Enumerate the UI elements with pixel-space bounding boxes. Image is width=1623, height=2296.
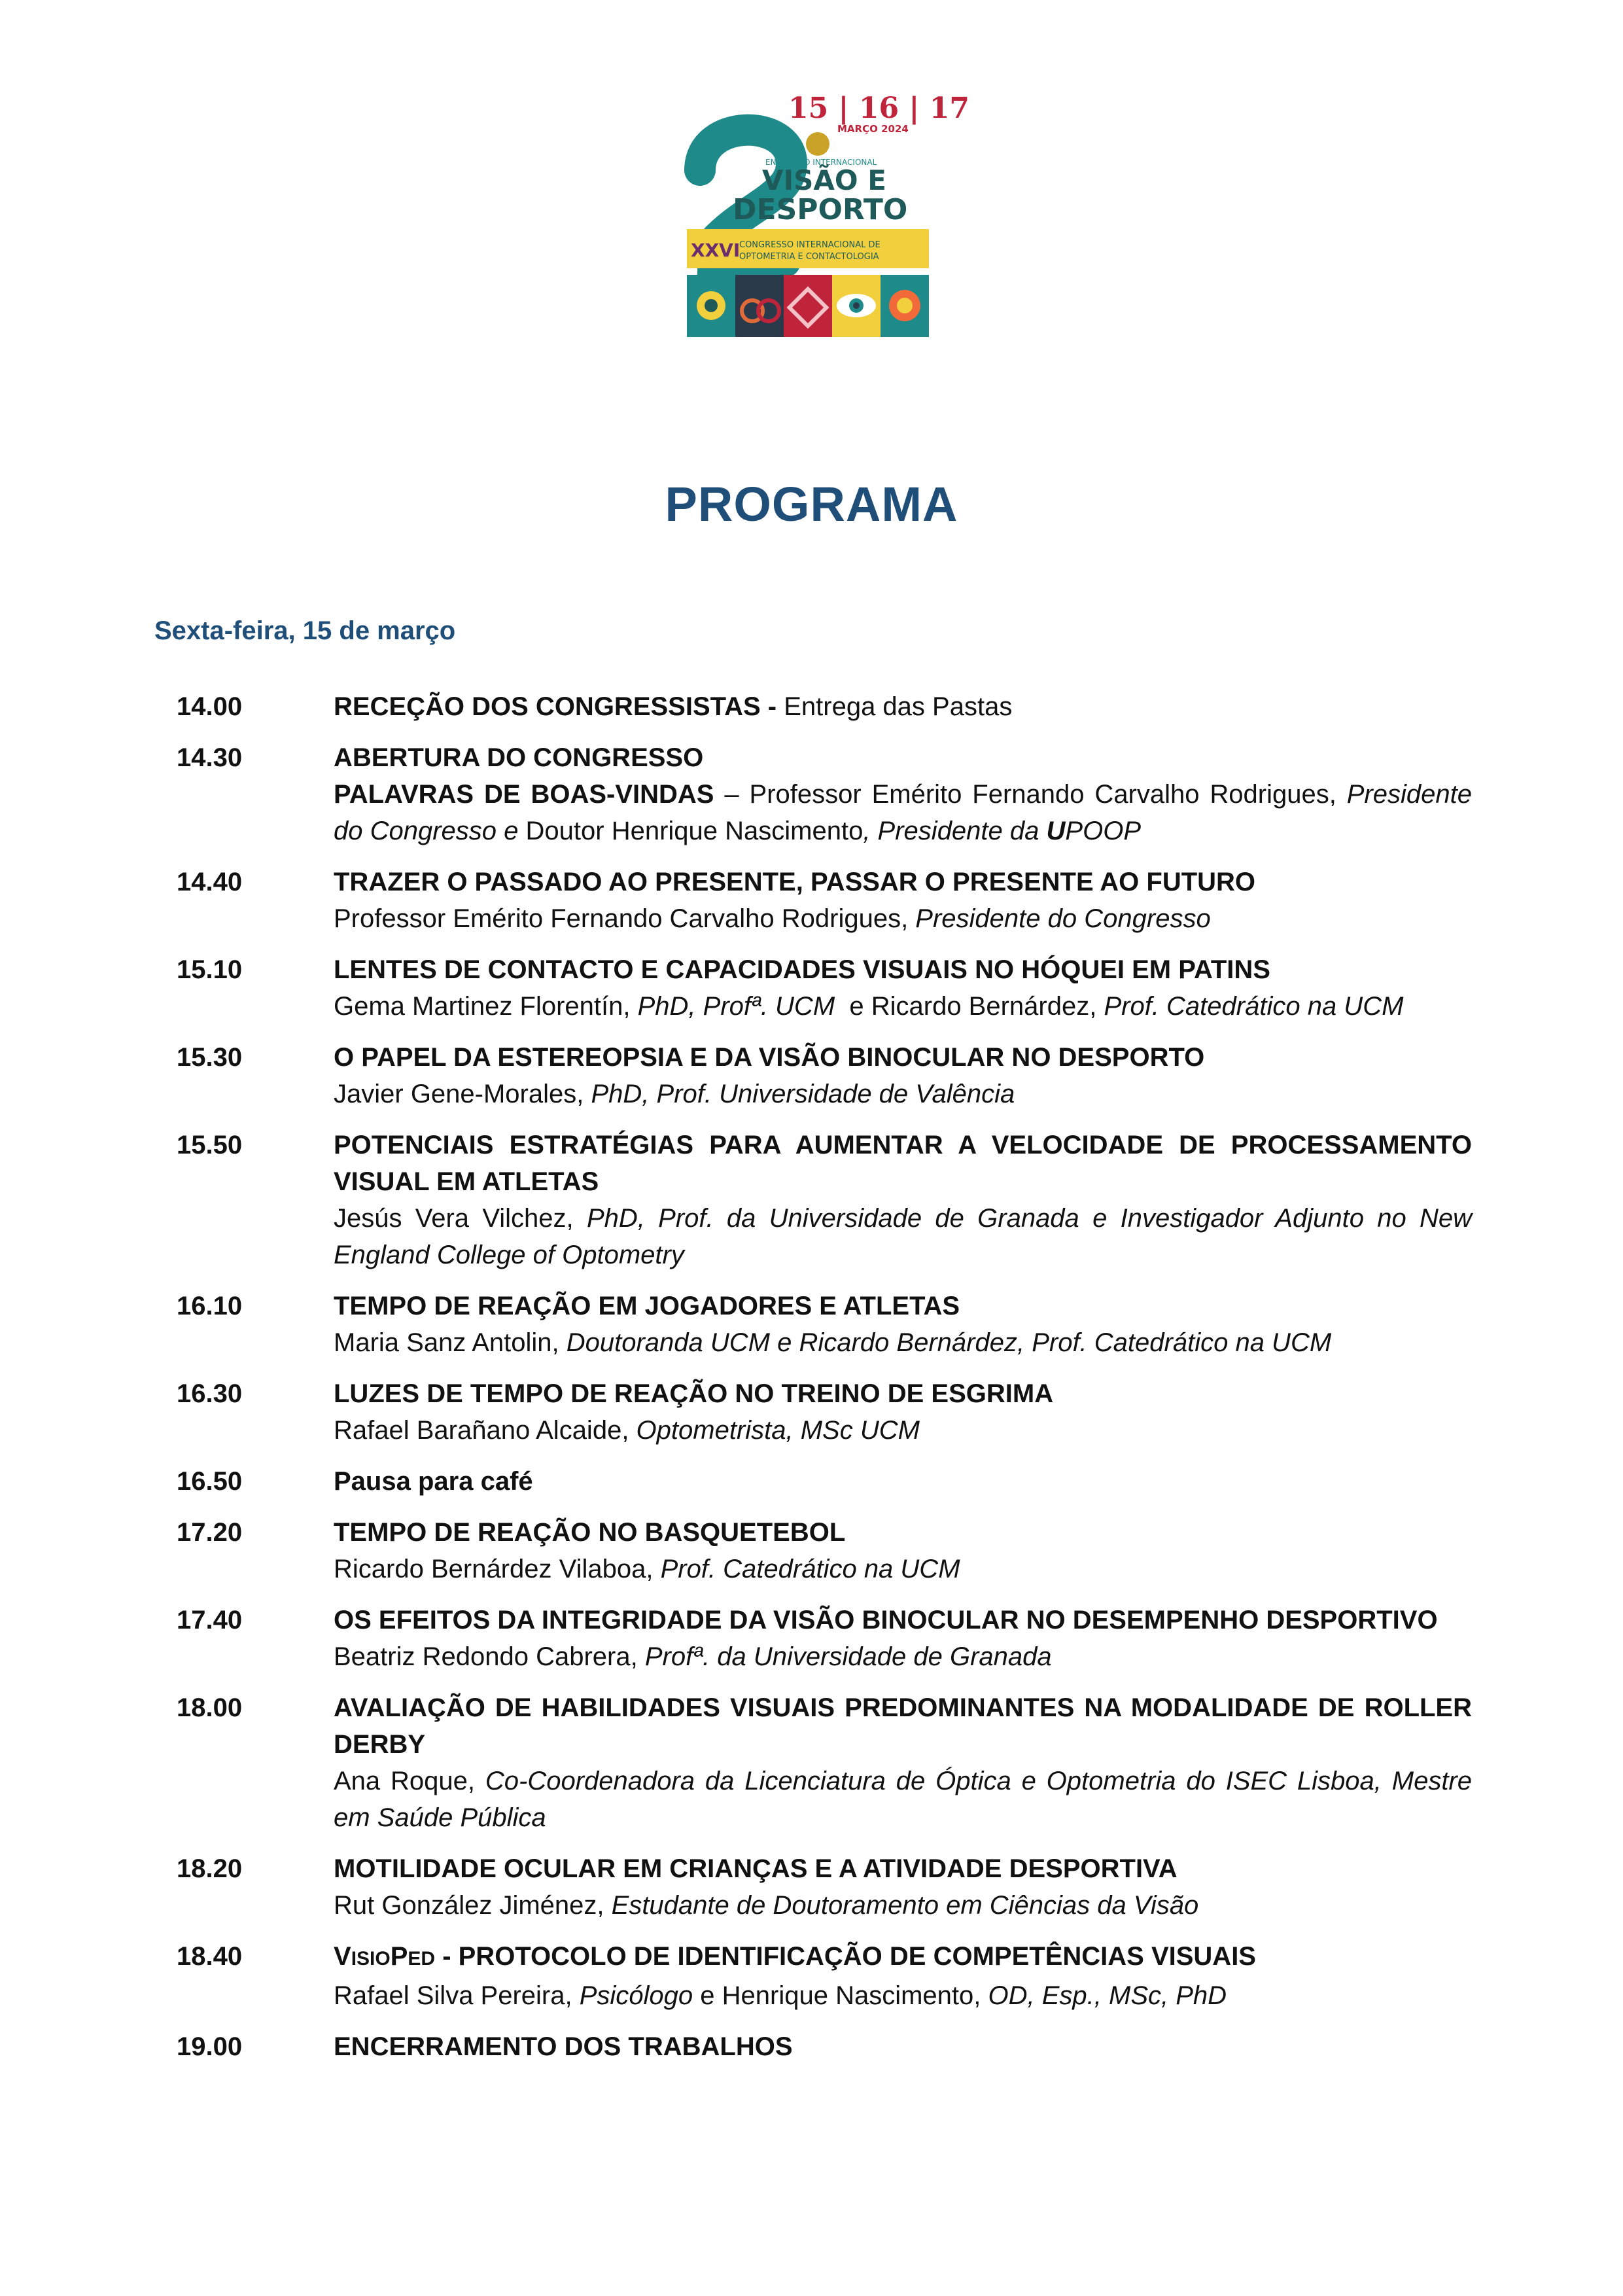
congress-logo xyxy=(687,92,969,337)
program-entry xyxy=(177,1039,1472,1112)
entry-speaker: Ana Roque, xyxy=(334,1767,485,1795)
entry-time: 16.50 xyxy=(177,1467,243,1496)
entry-role: Prof. Catedrático na UCM xyxy=(1104,992,1404,1021)
entry-role: Profª. da Universidade de Granada xyxy=(644,1642,1052,1671)
program-entry xyxy=(177,2028,1472,2065)
program-list xyxy=(177,688,1472,2079)
entry-title: LUZES DE TEMPO DE REAÇÃO NO TREINO DE ESGRIMA xyxy=(334,1379,1054,1408)
entry-time: 16.10 xyxy=(177,1292,243,1320)
entry-time: 19.00 xyxy=(177,2032,243,2061)
entry-role: Psicólogo xyxy=(579,1981,693,2010)
entry-speaker: e Ricardo Bernárdez, xyxy=(835,992,1104,1021)
entry-extra: Entrega das Pastas xyxy=(777,692,1013,721)
entry-content xyxy=(334,864,1472,937)
program-entry xyxy=(177,1127,1472,1273)
entry-role: , Presidente da xyxy=(863,817,1047,845)
logo-ordinal-dot xyxy=(806,132,829,156)
program-entry xyxy=(177,1288,1472,1361)
entry-content xyxy=(334,1463,1472,1500)
entry-content xyxy=(334,688,1472,725)
logo-dates: 15 | 16 | 17 xyxy=(788,92,969,125)
entry-role: Doutoranda UCM e Ricardo Bernárdez, Prof. Catedrático na UCM xyxy=(566,1328,1332,1357)
entry-time: 18.20 xyxy=(177,1854,243,1883)
logo-sub-line1: CONGRESSO INTERNACIONAL DE xyxy=(739,240,881,250)
entry-role: PhD, Prof. Universidade de Valência xyxy=(591,1080,1015,1108)
entry-content xyxy=(334,1689,1472,1836)
entry-time: 17.40 xyxy=(177,1606,243,1634)
entry-role: Estudante de Doutoramento em Ciências da Visão xyxy=(611,1891,1199,1920)
entry-content xyxy=(334,1039,1472,1112)
entry-title-part: P xyxy=(390,1942,408,1971)
program-entry xyxy=(177,1602,1472,1675)
entry-title xyxy=(334,1938,1472,1977)
entry-content xyxy=(334,1127,1472,1273)
entry-content xyxy=(334,2028,1472,2065)
entry-time: 15.10 xyxy=(177,955,243,984)
entry-speaker: Maria Sanz Antolin, xyxy=(334,1328,567,1357)
entry-content xyxy=(334,1375,1472,1449)
entry-title: ABERTURA DO CONGRESSO xyxy=(334,743,704,772)
entry-content xyxy=(334,1288,1472,1361)
entry-speaker: e Henrique Nascimento, xyxy=(693,1981,988,2010)
entry-title: TRAZER O PASSADO AO PRESENTE, PASSAR O PRESENTE AO FUTURO xyxy=(334,868,1256,896)
logo-roman: XXVI xyxy=(691,239,741,261)
entry-time: 14.00 xyxy=(177,692,243,721)
entry-content xyxy=(334,1602,1472,1675)
program-entry xyxy=(177,1375,1472,1449)
entry-role: Prof. Catedrático na UCM xyxy=(660,1555,960,1583)
entry-speaker: Beatriz Redondo Cabrera, xyxy=(334,1642,645,1671)
program-entry xyxy=(177,1689,1472,1836)
entry-title: O PAPEL DA ESTEREOPSIA E DA VISÃO BINOCULAR NO DESPORTO xyxy=(334,1043,1205,1072)
entry-time: 14.30 xyxy=(177,743,243,772)
program-entry xyxy=(177,1938,1472,2014)
entry-title: OS EFEITOS DA INTEGRIDADE DA VISÃO BINOCULAR NO DESEMPENHO DESPORTIVO xyxy=(334,1606,1438,1634)
entry-role: Presidente do Congresso xyxy=(915,904,1211,933)
entry-title: ENCERRAMENTO DOS TRABALHOS xyxy=(334,2032,793,2061)
entry-role: POOP xyxy=(1065,817,1141,845)
entry-title: TEMPO DE REAÇÃO EM JOGADORES E ATLETAS xyxy=(334,1292,960,1320)
entry-speaker: Professor Emérito Fernando Carvalho Rodrigues, xyxy=(334,904,916,933)
program-entry xyxy=(177,951,1472,1025)
logo-sub-line2: OPTOMETRIA E CONTACTOLOGIA xyxy=(739,252,879,262)
entry-subtitle: PALAVRAS DE BOAS-VINDAS xyxy=(334,780,714,809)
program-entry xyxy=(177,1850,1472,1924)
entry-time: 15.50 xyxy=(177,1131,243,1159)
entry-role: PhD, Prof. da Universidade de Granada e Investigador Adjunto no New England College of Optometry xyxy=(334,1204,1473,1269)
entry-role: U xyxy=(1046,817,1066,845)
entry-speaker: Jesús Vera Vilchez, xyxy=(334,1204,587,1233)
program-entry xyxy=(177,1463,1472,1500)
entry-content xyxy=(334,1850,1472,1924)
program-entry xyxy=(177,688,1472,725)
logo-title-line2: DESPORTO xyxy=(733,193,908,226)
entry-title-part: - PROTOCOLO DE IDENTIFICAÇÃO DE COMPETÊNCIAS VISUAIS xyxy=(435,1942,1256,1971)
entry-role: Presidente do Congresso e xyxy=(334,780,1472,845)
entry-speaker: – Professor Emérito Fernando Carvalho Rodrigues, xyxy=(714,780,1347,809)
entry-role: Optometrista, MSc UCM xyxy=(636,1416,920,1445)
logo-title-line1: VISÃO E xyxy=(762,164,886,196)
entry-content xyxy=(334,1938,1472,2014)
logo-month: MARÇO 2024 xyxy=(837,123,909,135)
entry-speaker: Rut González Jiménez, xyxy=(334,1891,612,1920)
entry-time: 15.30 xyxy=(177,1043,243,1072)
entry-title: AVALIAÇÃO DE HABILIDADES VISUAIS PREDOMINANTES NA MODALIDADE DE ROLLER DERBY xyxy=(334,1693,1472,1759)
entry-speaker: Ricardo Bernárdez Vilaboa, xyxy=(334,1555,661,1583)
entry-title-part: ISIO xyxy=(351,1948,391,1969)
entry-title: Pausa para café xyxy=(334,1467,533,1496)
program-entry xyxy=(177,1514,1472,1587)
page-title: PROGRAMA xyxy=(665,477,958,531)
entry-title: LENTES DE CONTACTO E CAPACIDADES VISUAIS NO HÓQUEI EM PATINS xyxy=(334,955,1270,984)
entry-title-part: V xyxy=(334,1942,351,1971)
logo-kicker: ENCONTRO INTERNACIONAL xyxy=(765,158,877,167)
entry-title: TEMPO DE REAÇÃO NO BASQUETEBOL xyxy=(334,1518,846,1547)
entry-title: POTENCIAIS ESTRATÉGIAS PARA AUMENTAR A VELOCIDADE DE PROCESSAMENTO VISUAL EM ATLETAS xyxy=(334,1131,1472,1196)
entry-role: PhD, Profª. UCM xyxy=(637,992,835,1021)
entry-speaker: Doutor Henrique Nascimento xyxy=(518,817,864,845)
entry-title: MOTILIDADE OCULAR EM CRIANÇAS E A ATIVIDADE DESPORTIVA xyxy=(334,1854,1178,1883)
program-entry xyxy=(177,739,1472,849)
entry-time: 16.30 xyxy=(177,1379,243,1408)
entry-time: 14.40 xyxy=(177,868,243,896)
entry-title-part: ED xyxy=(408,1948,436,1969)
entry-title: RECEÇÃO DOS CONGRESSISTAS - xyxy=(334,692,777,721)
entry-content xyxy=(334,1514,1472,1587)
entry-speaker: Javier Gene-Morales, xyxy=(334,1080,591,1108)
entry-time: 17.20 xyxy=(177,1518,243,1547)
entry-speaker: Gema Martinez Florentín, xyxy=(334,992,638,1021)
entry-role: Co-Coordenadora da Licenciatura de Óptica e Optometria do ISEC Lisboa, Mestre em Saúde Pública xyxy=(334,1767,1472,1832)
entry-time: 18.40 xyxy=(177,1942,243,1971)
entry-content xyxy=(334,951,1472,1025)
day-heading: Sexta-feira, 15 de março xyxy=(154,616,456,645)
program-entry xyxy=(177,864,1472,937)
entry-role: OD, Esp., MSc, PhD xyxy=(988,1981,1227,2010)
entry-time: 18.00 xyxy=(177,1693,243,1722)
entry-content xyxy=(334,739,1472,849)
entry-speaker: Rafael Barañano Alcaide, xyxy=(334,1416,637,1445)
entry-speaker: Rafael Silva Pereira, xyxy=(334,1981,580,2010)
